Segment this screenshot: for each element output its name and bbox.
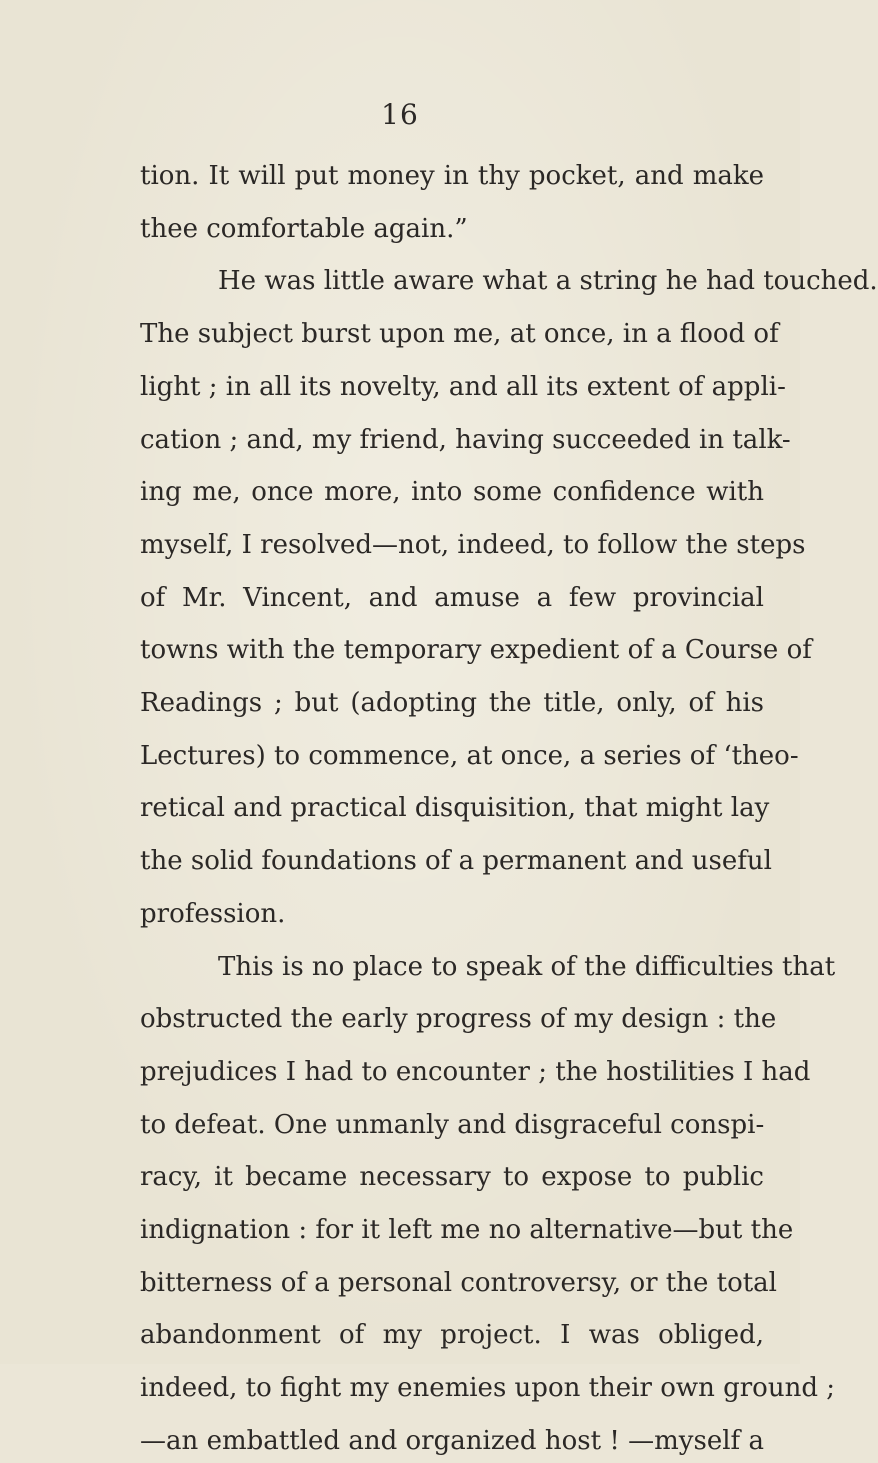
text-line: of Mr. Vincent, and amuse a few provincial xyxy=(140,583,764,613)
text-line: Readings ; but (adopting the title, only, of his xyxy=(140,688,764,718)
text-line: obstructed the early progress of my design : the xyxy=(140,1004,777,1034)
text-line: bitterness of a personal controversy, or the total xyxy=(140,1268,777,1298)
text-line: to defeat. One unmanly and disgraceful conspi- xyxy=(140,1110,765,1140)
text-line: retical and practical disquisition, that might lay xyxy=(140,793,770,823)
text-line: thee comfortable again.” xyxy=(140,214,468,244)
text-line: towns with the temporary expedient of a Course of xyxy=(140,635,812,665)
page-number: 16 xyxy=(381,98,419,131)
text-line: He was little aware what a string he had touched. xyxy=(218,266,878,296)
text-line: myself, I resolved—not, indeed, to follow the steps xyxy=(140,530,806,560)
text-line: abandonment of my project. I was obliged, xyxy=(140,1320,764,1350)
text-line: the solid foundations of a permanent and useful xyxy=(140,846,772,876)
text-line: racy, it became necessary to expose to public xyxy=(140,1162,764,1192)
text-line: This is no place to speak of the difficulties that xyxy=(218,952,836,982)
text-line: —an embattled and organized host ! —myself a xyxy=(140,1426,764,1456)
text-line: light ; in all its novelty, and all its extent of appli- xyxy=(140,372,786,402)
text-line: tion. It will put money in thy pocket, and make xyxy=(140,161,764,191)
text-line: ing me, once more, into some confidence with xyxy=(140,477,764,507)
text-line: Lectures) to commence, at once, a series of ‘theo- xyxy=(140,741,799,771)
text-line: prejudices I had to encounter ; the hostilities I had xyxy=(140,1057,811,1087)
text-line: indeed, to fight my enemies upon their own ground ; xyxy=(140,1373,835,1403)
text-line: profession. xyxy=(140,899,286,929)
text-line: The subject burst upon me, at once, in a flood of xyxy=(140,319,779,349)
text-line: indignation : for it left me no alternative—but the xyxy=(140,1215,794,1245)
text-line: cation ; and, my friend, having succeeded in talk- xyxy=(140,425,791,455)
